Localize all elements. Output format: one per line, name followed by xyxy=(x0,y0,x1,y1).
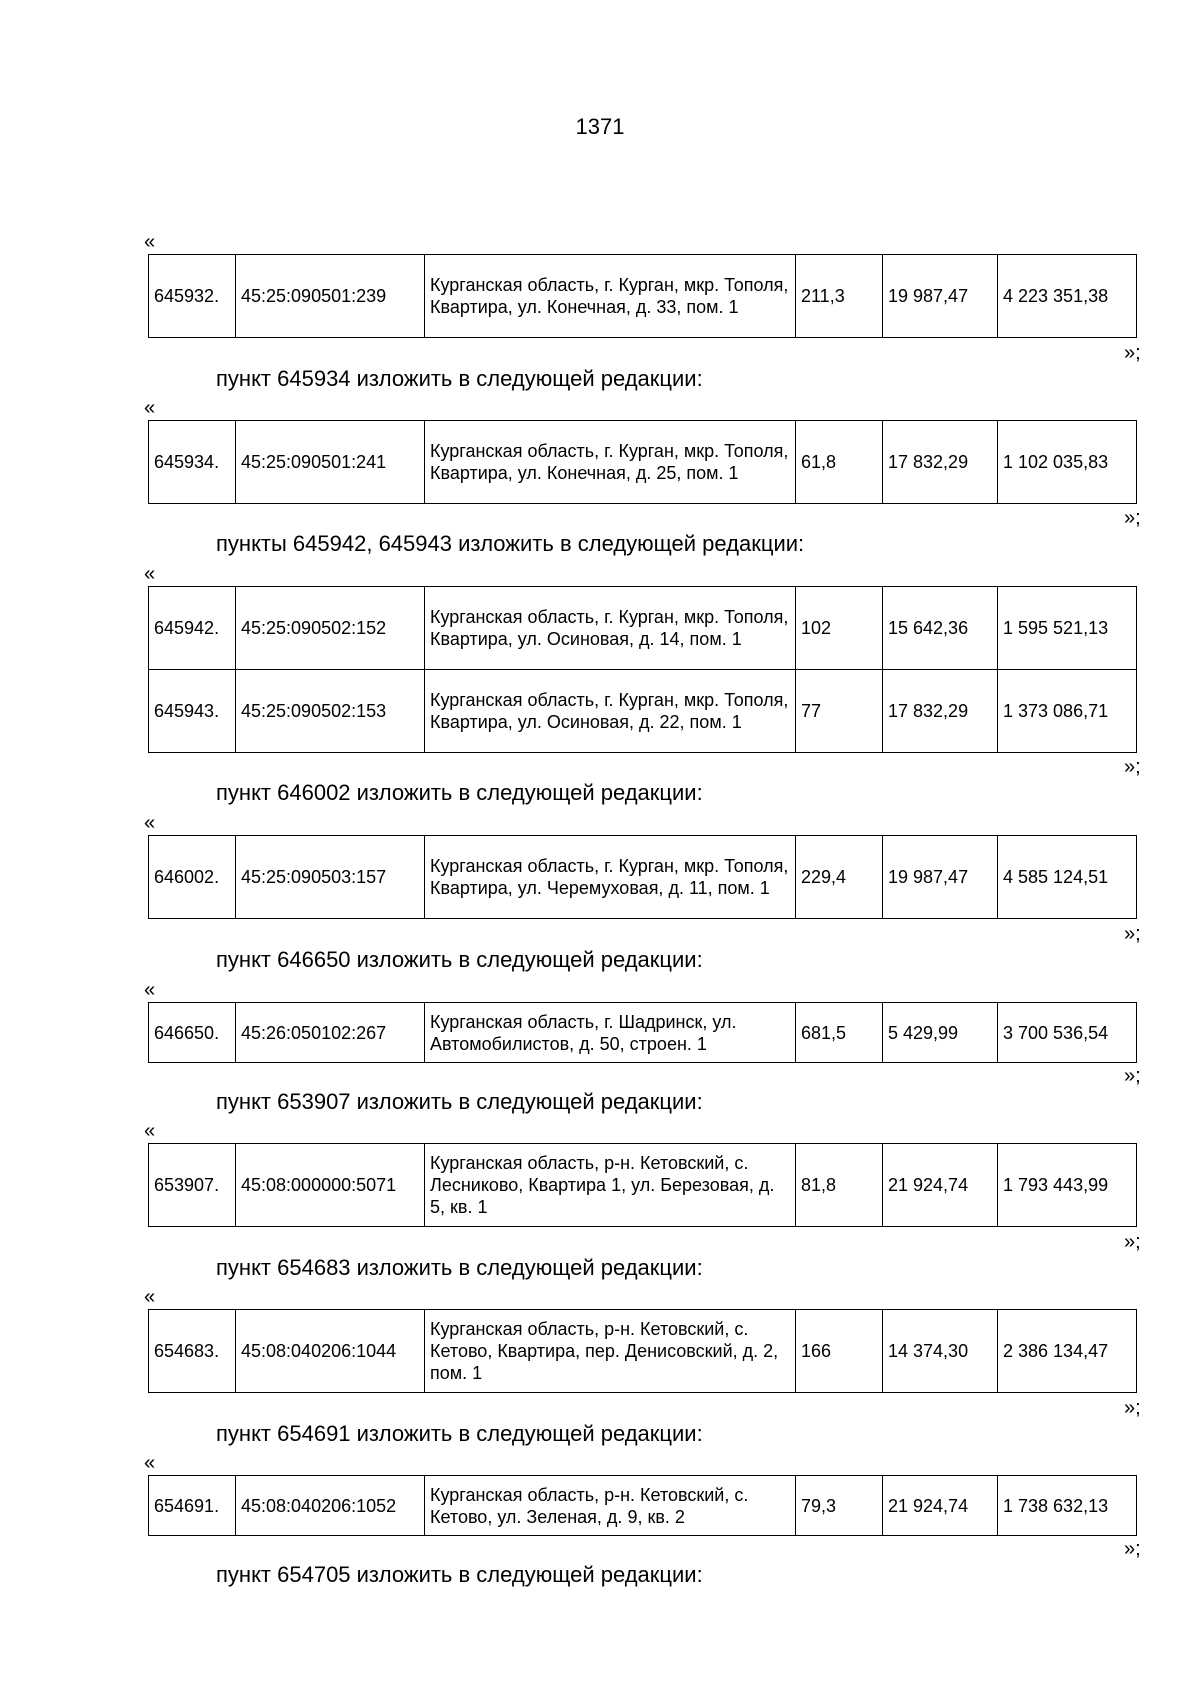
page-number: 1371 xyxy=(575,114,625,139)
price-cell: 15 642,36 xyxy=(883,587,998,670)
close-quote: »; xyxy=(1124,1538,1141,1560)
cadastral-number-cell: 45:25:090502:152 xyxy=(236,587,425,670)
amendment-instruction: пункты 645942, 645943 изложить в следующей редакции: xyxy=(216,531,805,556)
area-cell: 102 xyxy=(796,587,883,670)
price-cell: 19 987,47 xyxy=(883,836,998,919)
item-number-cell: 653907. xyxy=(149,1144,236,1227)
open-quote: « xyxy=(144,231,156,253)
cadastral-number-cell: 45:26:050102:267 xyxy=(236,1003,425,1063)
table-row xyxy=(149,1476,1137,1536)
cadastral-number-cell: 45:08:040206:1052 xyxy=(236,1476,425,1536)
address-cell: Курганская область, г. Курган, мкр. Тополя, Квартира, ул. Осиновая, д. 22, пом. 1 xyxy=(425,670,796,753)
cadastral-number-cell: 45:25:090501:239 xyxy=(236,255,425,338)
address-cell: Курганская область, г. Шадринск, ул. Автомобилистов, д. 50, строен. 1 xyxy=(425,1003,796,1063)
address-cell: Курганская область, р-н. Кетовский, с. Кетово, ул. Зеленая, д. 9, кв. 2 xyxy=(425,1476,796,1536)
amendment-table xyxy=(148,835,1137,919)
item-number-cell: 654691. xyxy=(149,1476,236,1536)
amendment-table xyxy=(148,420,1137,504)
open-quote: « xyxy=(144,563,156,585)
price-cell: 21 924,74 xyxy=(883,1476,998,1536)
item-number-cell: 645943. xyxy=(149,670,236,753)
cadastral-number-cell: 45:25:090503:157 xyxy=(236,836,425,919)
cadastral-number-cell: 45:08:000000:5071 xyxy=(236,1144,425,1227)
item-number-cell: 654683. xyxy=(149,1310,236,1393)
open-quote: « xyxy=(144,1452,156,1474)
total-value-cell: 2 386 134,47 xyxy=(998,1310,1137,1393)
close-quote: »; xyxy=(1124,1065,1141,1087)
item-number-cell: 645934. xyxy=(149,421,236,504)
table-row xyxy=(149,587,1137,670)
address-cell: Курганская область, г. Курган, мкр. Тополя, Квартира, ул. Конечная, д. 33, пом. 1 xyxy=(425,255,796,338)
item-number-cell: 646650. xyxy=(149,1003,236,1063)
price-cell: 17 832,29 xyxy=(883,421,998,504)
open-quote: « xyxy=(144,397,156,419)
area-cell: 81,8 xyxy=(796,1144,883,1227)
item-number-cell: 646002. xyxy=(149,836,236,919)
price-cell: 21 924,74 xyxy=(883,1144,998,1227)
amendment-instruction: пункт 654683 изложить в следующей редакции: xyxy=(216,1255,703,1280)
table-row xyxy=(149,1003,1137,1063)
cadastral-number-cell: 45:08:040206:1044 xyxy=(236,1310,425,1393)
amendment-table xyxy=(148,1475,1137,1536)
area-cell: 61,8 xyxy=(796,421,883,504)
cadastral-number-cell: 45:25:090502:153 xyxy=(236,670,425,753)
area-cell: 77 xyxy=(796,670,883,753)
price-cell: 14 374,30 xyxy=(883,1310,998,1393)
total-value-cell: 4 585 124,51 xyxy=(998,836,1137,919)
close-quote: »; xyxy=(1124,342,1141,364)
address-cell: Курганская область, р-н. Кетовский, с. Кетово, Квартира, пер. Денисовский, д. 2, пом. 1 xyxy=(425,1310,796,1393)
amendment-instruction: пункт 646002 изложить в следующей редакции: xyxy=(216,780,703,805)
open-quote: « xyxy=(144,1120,156,1142)
amendment-instruction: пункт 645934 изложить в следующей редакции: xyxy=(216,366,703,391)
table-row xyxy=(149,670,1137,753)
price-cell: 5 429,99 xyxy=(883,1003,998,1063)
area-cell: 681,5 xyxy=(796,1003,883,1063)
total-value-cell: 1 793 443,99 xyxy=(998,1144,1137,1227)
area-cell: 229,4 xyxy=(796,836,883,919)
close-quote: »; xyxy=(1124,756,1141,778)
address-cell: Курганская область, р-н. Кетовский, с. Лесниково, Квартира 1, ул. Березовая, д. 5, кв. 1 xyxy=(425,1144,796,1227)
close-quote: »; xyxy=(1124,1231,1141,1253)
table-row xyxy=(149,1144,1137,1227)
close-quote: »; xyxy=(1124,1397,1141,1419)
table-row xyxy=(149,1310,1137,1393)
address-cell: Курганская область, г. Курган, мкр. Тополя, Квартира, ул. Черемуховая, д. 11, пом. 1 xyxy=(425,836,796,919)
close-quote: »; xyxy=(1124,507,1141,529)
area-cell: 166 xyxy=(796,1310,883,1393)
total-value-cell: 4 223 351,38 xyxy=(998,255,1137,338)
area-cell: 211,3 xyxy=(796,255,883,338)
cadastral-number-cell: 45:25:090501:241 xyxy=(236,421,425,504)
total-value-cell: 3 700 536,54 xyxy=(998,1003,1137,1063)
address-cell: Курганская область, г. Курган, мкр. Тополя, Квартира, ул. Конечная, д. 25, пом. 1 xyxy=(425,421,796,504)
total-value-cell: 1 738 632,13 xyxy=(998,1476,1137,1536)
item-number-cell: 645942. xyxy=(149,587,236,670)
price-cell: 17 832,29 xyxy=(883,670,998,753)
open-quote: « xyxy=(144,812,156,834)
area-cell: 79,3 xyxy=(796,1476,883,1536)
address-cell: Курганская область, г. Курган, мкр. Тополя, Квартира, ул. Осиновая, д. 14, пом. 1 xyxy=(425,587,796,670)
amendment-table xyxy=(148,1002,1137,1063)
amendment-instruction: пункт 653907 изложить в следующей редакции: xyxy=(216,1089,703,1114)
amendment-table xyxy=(148,1309,1137,1393)
amendment-instruction: пункт 654705 изложить в следующей редакции: xyxy=(216,1562,703,1587)
table-row xyxy=(149,421,1137,504)
total-value-cell: 1 373 086,71 xyxy=(998,670,1137,753)
amendment-instruction: пункт 654691 изложить в следующей редакции: xyxy=(216,1421,703,1446)
close-quote: »; xyxy=(1124,923,1141,945)
amendment-table xyxy=(148,1143,1137,1227)
open-quote: « xyxy=(144,979,156,1001)
amendment-table xyxy=(148,586,1137,753)
table-row xyxy=(149,255,1137,338)
total-value-cell: 1 595 521,13 xyxy=(998,587,1137,670)
item-number-cell: 645932. xyxy=(149,255,236,338)
amendment-table xyxy=(148,254,1137,338)
price-cell: 19 987,47 xyxy=(883,255,998,338)
open-quote: « xyxy=(144,1286,156,1308)
amendment-instruction: пункт 646650 изложить в следующей редакции: xyxy=(216,947,703,972)
table-row xyxy=(149,836,1137,919)
total-value-cell: 1 102 035,83 xyxy=(998,421,1137,504)
